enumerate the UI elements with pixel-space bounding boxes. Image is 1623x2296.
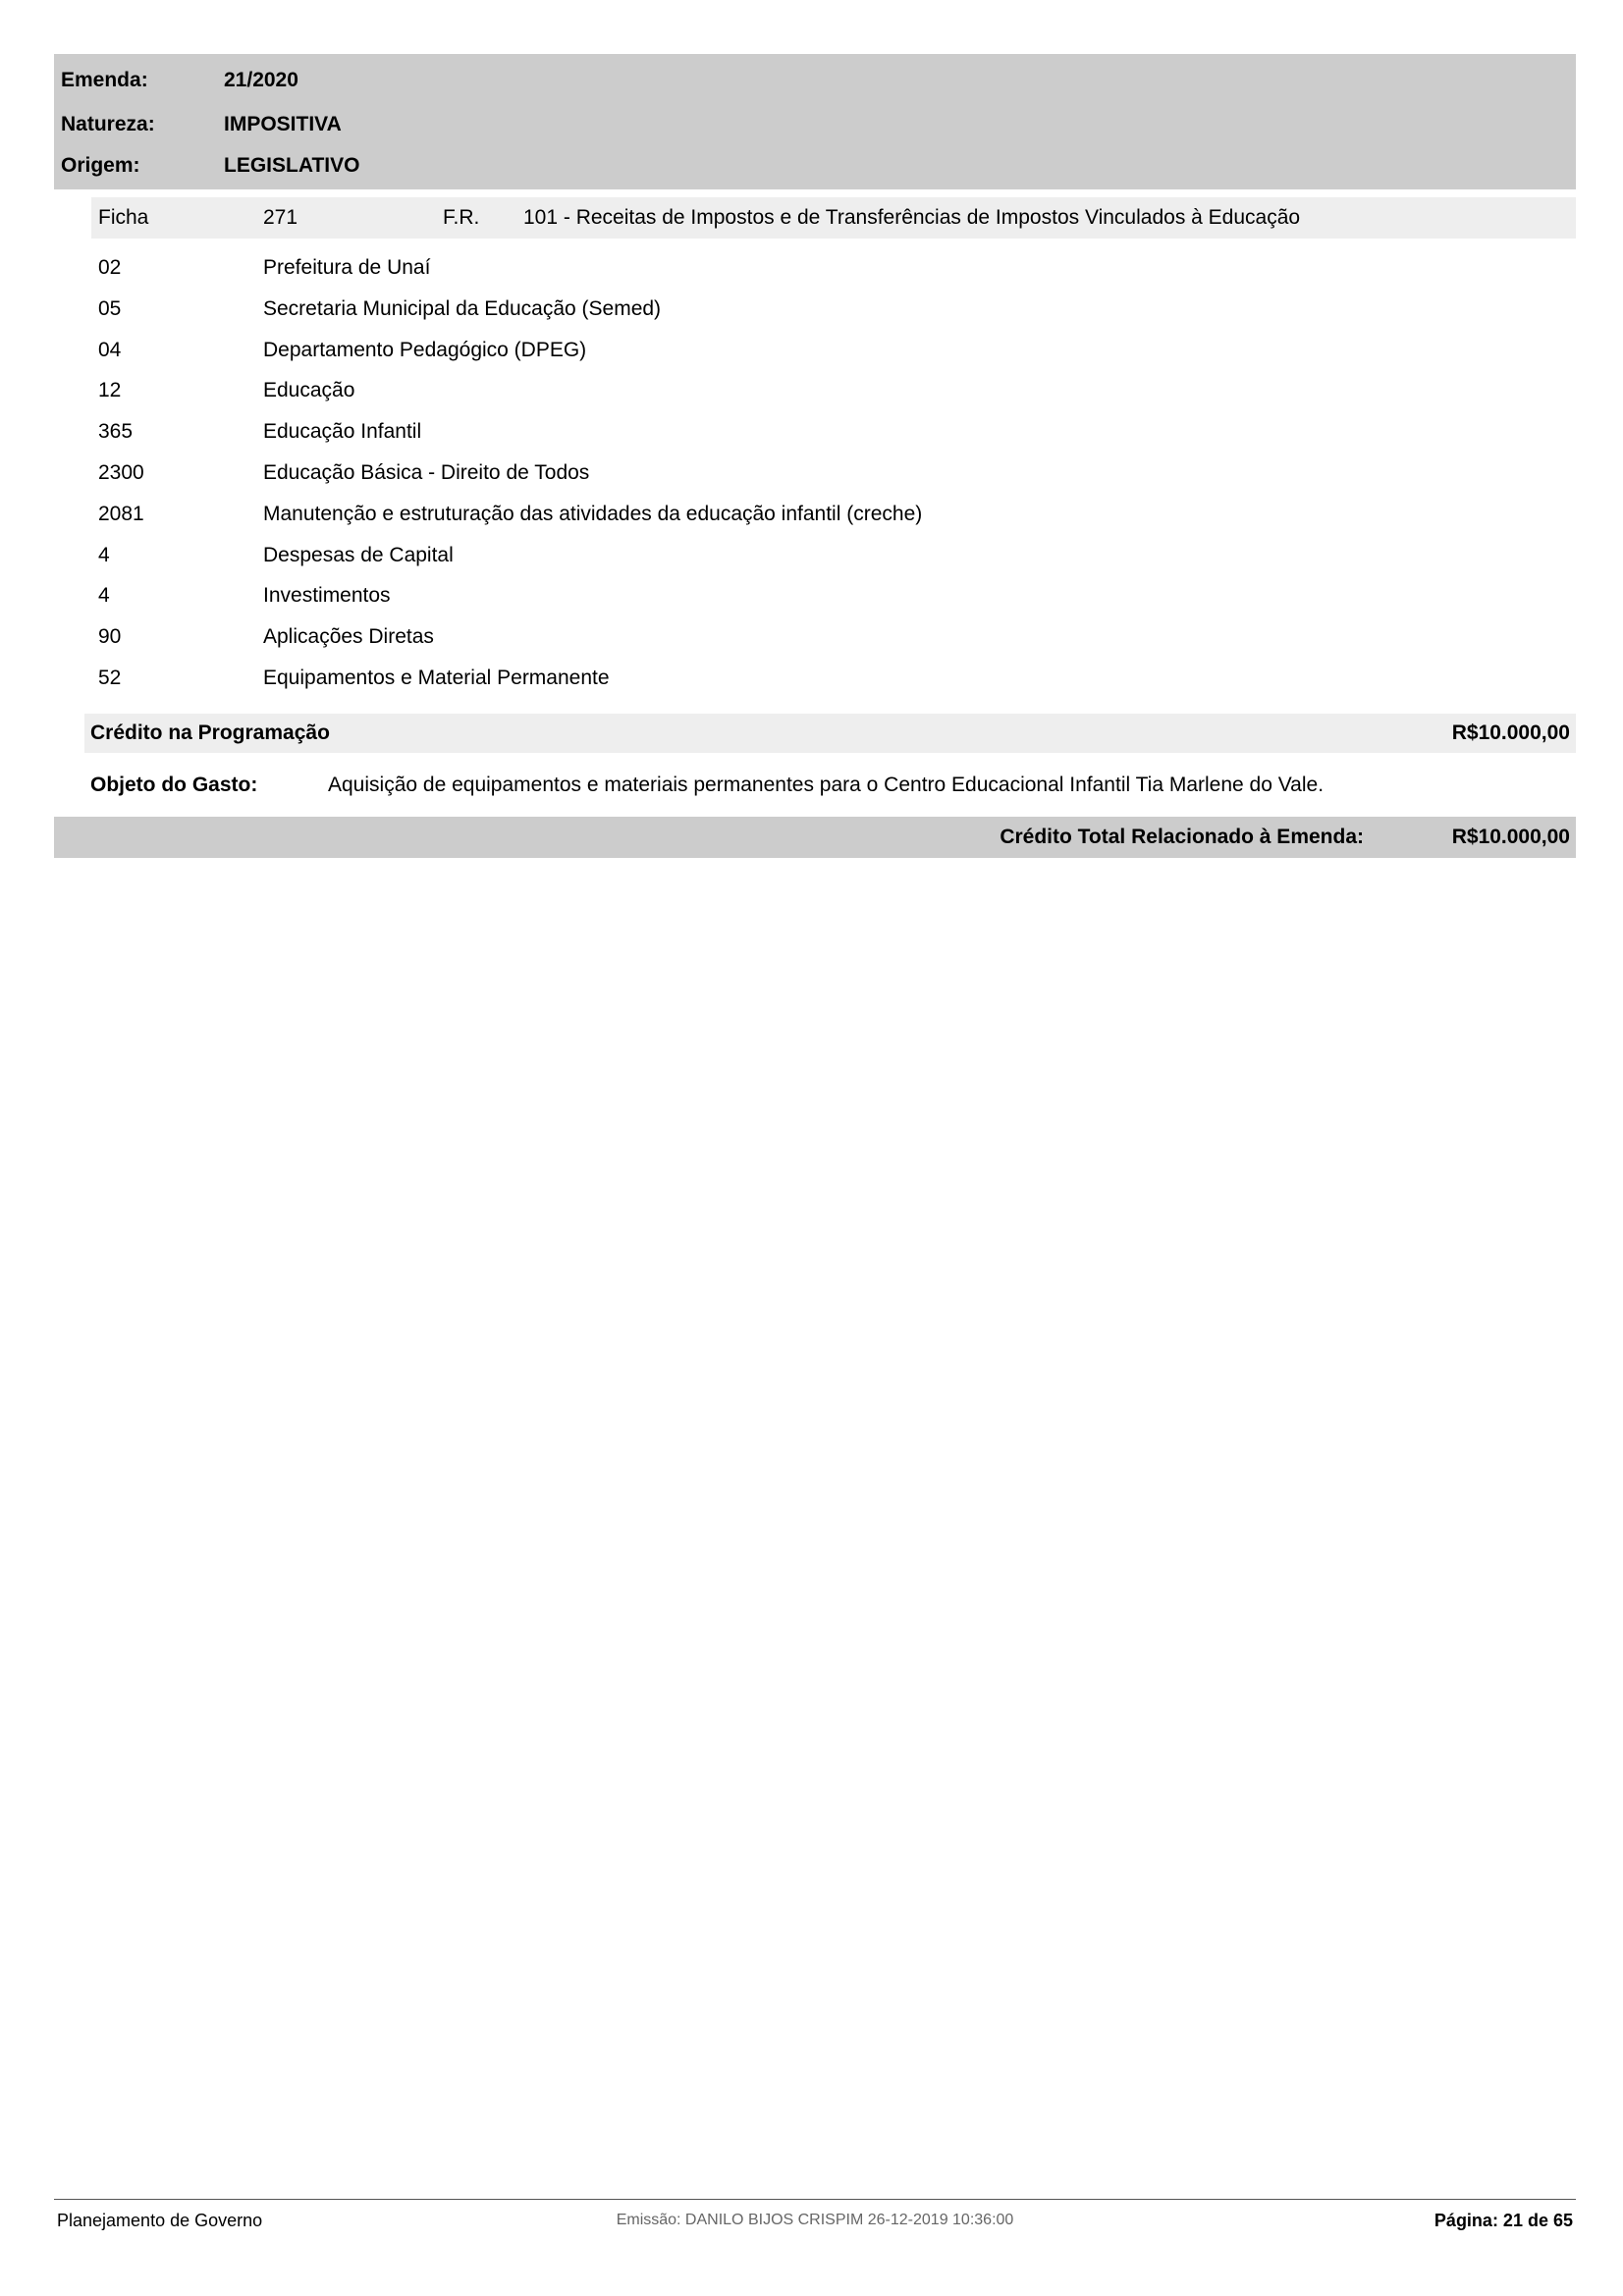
fr-value: 101 - Receitas de Impostos e de Transferências de Impostos Vinculados à Educação [523, 206, 1301, 229]
prog-desc: Secretaria Municipal da Educação (Semed) [263, 296, 662, 320]
origem-value: LEGISLATIVO [224, 154, 360, 177]
list-item [98, 420, 1473, 461]
credito-label: Crédito na Programação [90, 721, 330, 744]
footer-department: Planejamento de Governo [57, 2211, 263, 2230]
credito-total-row [54, 817, 1576, 858]
list-item [98, 379, 1473, 420]
prog-desc: Departamento Pedagógico (DPEG) [263, 338, 587, 361]
natureza-value: IMPOSITIVA [224, 113, 342, 135]
list-item [98, 339, 1473, 380]
list-item [98, 544, 1473, 585]
total-label: Crédito Total Relacionado à Emenda: [1000, 826, 1364, 848]
prog-code: 4 [98, 584, 110, 608]
fr-label: F.R. [443, 206, 480, 229]
total-value: R$10.000,00 [1451, 826, 1570, 848]
list-item [98, 297, 1473, 339]
prog-code: 52 [98, 666, 122, 689]
prog-code: 365 [98, 420, 134, 444]
prog-code: 4 [98, 543, 110, 566]
prog-desc: Despesas de Capital [263, 543, 454, 566]
prog-desc: Equipamentos e Material Permanente [263, 666, 610, 689]
objeto-value: Aquisição de equipamentos e materiais permanentes para o Centro Educacional Infantil Tia Marlene do Vale. [328, 774, 1325, 796]
list-item [98, 667, 1473, 708]
prog-desc: Aplicações Diretas [263, 625, 434, 649]
list-item [98, 461, 1473, 503]
list-item [98, 625, 1473, 667]
emenda-label: Emenda: [61, 69, 148, 91]
page-number: Página: 21 de 65 [1434, 2211, 1573, 2230]
footer-emission: Emissão: DANILO BIJOS CRISPIM 26-12-2019 10:36:00 [616, 2212, 1014, 2228]
natureza-label: Natureza: [61, 113, 155, 135]
prog-code: 2081 [98, 502, 144, 525]
prog-code: 12 [98, 379, 122, 402]
footer-divider [54, 2199, 1576, 2200]
ficha-row [91, 197, 1576, 239]
page-footer [57, 2211, 1573, 2238]
emenda-header [54, 54, 1576, 189]
prog-code: 05 [98, 296, 122, 320]
prog-code: 04 [98, 338, 122, 361]
objeto-label: Objeto do Gasto: [90, 774, 258, 796]
credito-value: R$10.000,00 [1451, 721, 1570, 744]
list-item [98, 584, 1473, 625]
prog-desc: Investimentos [263, 584, 391, 608]
ficha-label: Ficha [98, 206, 149, 229]
prog-code: 2300 [98, 460, 144, 484]
prog-desc: Educação Infantil [263, 420, 422, 444]
list-item [98, 503, 1473, 544]
prog-desc: Prefeitura de Unaí [263, 256, 431, 279]
programacao-list [98, 256, 1473, 708]
credito-programacao-row [84, 714, 1576, 753]
prog-desc: Manutenção e estruturação das atividades da educação infantil (creche) [263, 502, 923, 525]
ficha-number: 271 [263, 206, 298, 229]
prog-code: 90 [98, 625, 122, 649]
emenda-value: 21/2020 [224, 69, 298, 91]
prog-code: 02 [98, 256, 122, 279]
prog-desc: Educação [263, 379, 355, 402]
list-item [98, 256, 1473, 297]
prog-desc: Educação Básica - Direito de Todos [263, 460, 590, 484]
origem-label: Origem: [61, 154, 140, 177]
